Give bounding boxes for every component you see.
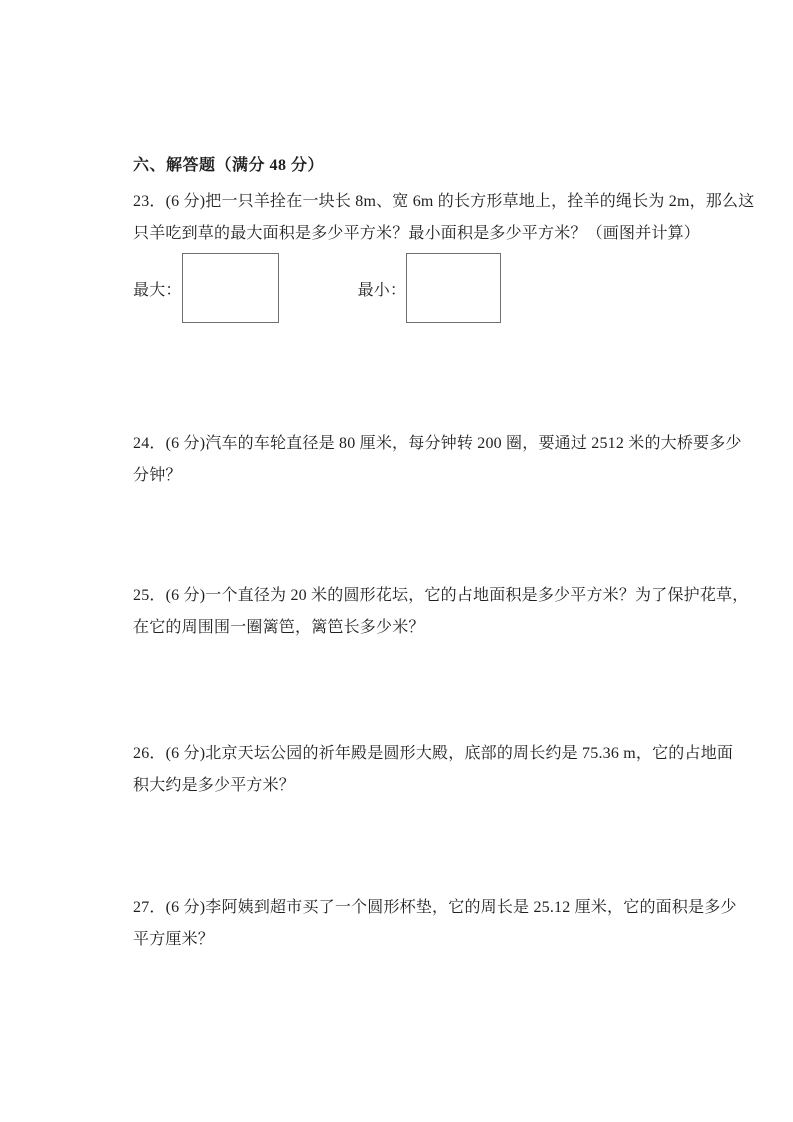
question-25-line-2: 在它的周围围一圈篱笆，篱笆长多少米？ bbox=[133, 619, 425, 636]
section-heading: 六、解答题（满分 48 分） bbox=[133, 157, 325, 174]
question-25-line-1: 25．(6 分)一个直径为 20 米的圆形花坛，它的占地面积是多少平方米？为了保护花草， bbox=[133, 587, 749, 604]
question-24-line-2: 分钟？ bbox=[133, 467, 182, 484]
question-23-line-1: 23．(6 分)把一只羊拴在一块长 8m、宽 6m 的长方形草地上，拴羊的绳长为 2m，那么这 bbox=[133, 193, 755, 210]
min-area-label: 最小： bbox=[357, 281, 407, 299]
min-area-drawing-box[interactable] bbox=[406, 253, 501, 323]
question-23 bbox=[133, 186, 755, 250]
max-area-drawing-box[interactable] bbox=[182, 253, 279, 323]
question-26-line-1: 26．(6 分)北京天坛公园的祈年殿是圆形大殿，底部的周长约是 75.36 m，它的占地面 bbox=[133, 745, 734, 762]
question-26 bbox=[133, 738, 734, 802]
question-27 bbox=[133, 892, 737, 956]
question-27-line-2: 平方厘米？ bbox=[133, 931, 215, 948]
question-23-answer-box-row bbox=[133, 253, 501, 323]
question-23-line-2: 只羊吃到草的最大面积是多少平方米？最小面积是多少平方米？（画图并计算） bbox=[133, 225, 701, 242]
question-27-line-1: 27．(6 分)李阿姨到超市买了一个圆形杯垫，它的周长是 25.12 厘米，它的面积是多少 bbox=[133, 899, 737, 916]
question-24-line-1: 24．(6 分)汽车的车轮直径是 80 厘米，每分钟转 200 圈，要通过 2512 米的大桥要多少 bbox=[133, 435, 742, 452]
question-24 bbox=[133, 428, 742, 492]
question-26-line-2: 积大约是多少平方米？ bbox=[133, 777, 296, 794]
question-25 bbox=[133, 580, 749, 644]
max-area-label: 最大： bbox=[133, 281, 182, 299]
